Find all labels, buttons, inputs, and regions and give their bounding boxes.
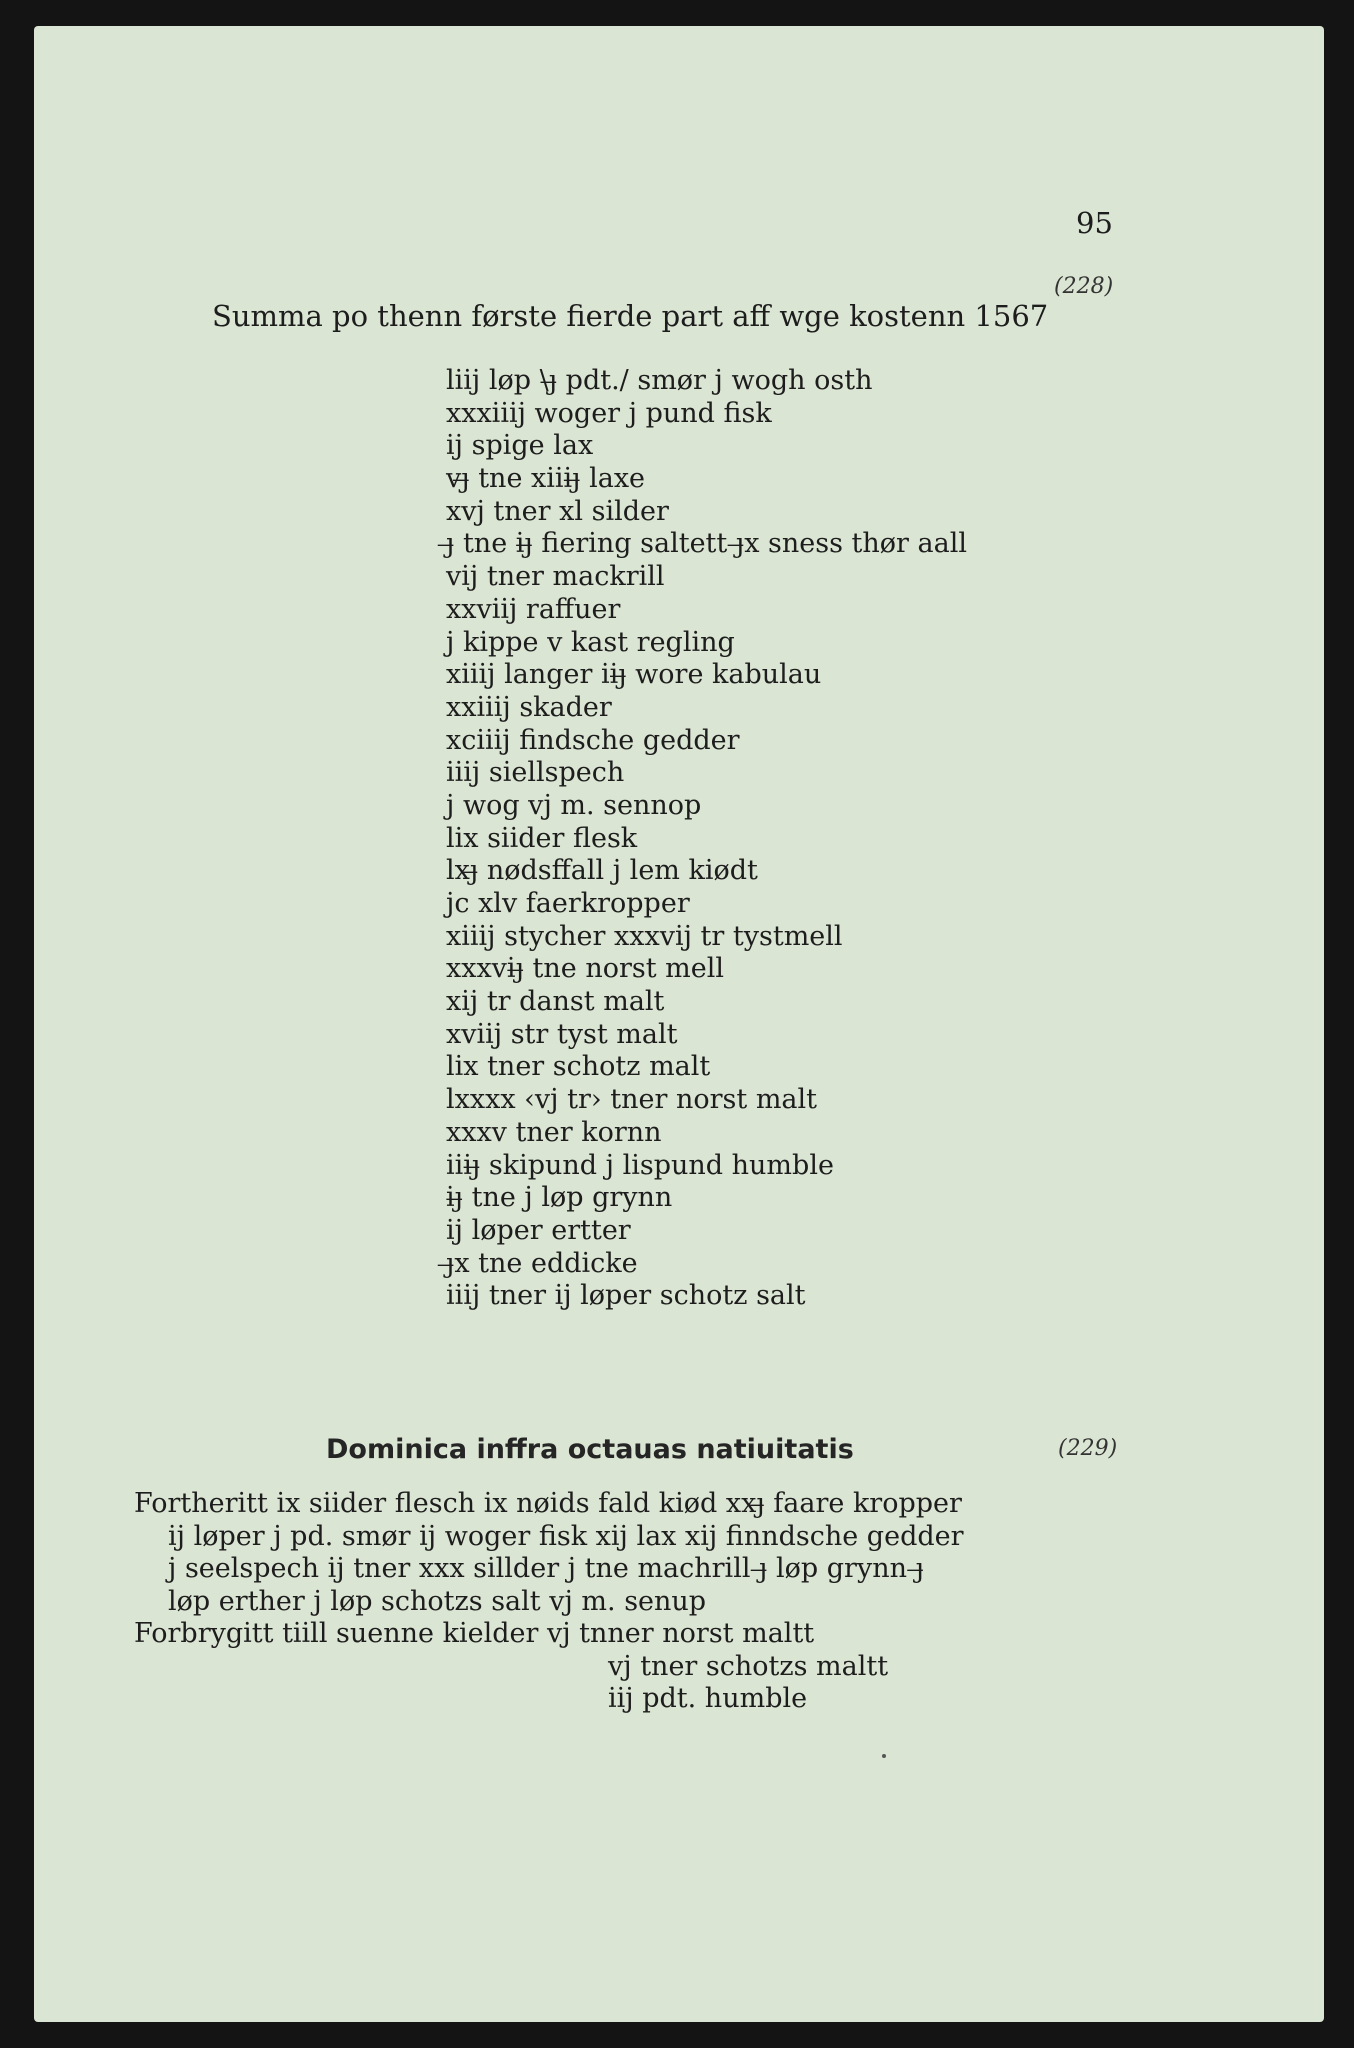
list-item: iiiȷ̶ skipund j lispund humble <box>446 1149 834 1181</box>
entry-reference-229: (229) <box>1058 1436 1118 1461</box>
list-item: xiiij langer iiȷ̶ wore kabulau <box>446 659 822 691</box>
list-item: lix siider flesk <box>446 822 638 854</box>
provisions-list <box>446 365 967 1313</box>
list-item: xxxviȷ̶ tne norst mell <box>446 953 725 985</box>
list-item: xvj tner xl silder <box>446 495 669 527</box>
section-heading: Dominica inffra octauas natiuitatis <box>326 1434 854 1465</box>
list-item: iiij siellspech <box>446 757 625 789</box>
paragraph-line: Fortheritt ix siider flesch ix nøids fald kiød xxȷ̶ faare kropper <box>134 1488 962 1519</box>
list-item: xxxiiij woger j pund fisk <box>446 397 772 429</box>
list-item: ȷ̶ tne iȷ̶ fiering saltett ȷ̶x sness thør aall <box>446 528 967 560</box>
section-paragraph <box>134 1488 1134 1716</box>
list-item: vȷ̶ tne xiiiȷ̶ laxe <box>446 463 646 495</box>
list-item: ij spige lax <box>446 430 594 462</box>
paper-speck <box>882 1754 886 1758</box>
page-number: 95 <box>1076 206 1113 240</box>
list-item: xij tr danst malt <box>446 986 665 1018</box>
list-item: xiiij stycher xxxvij tr tystmell <box>446 920 843 952</box>
list-item: xxiiij skader <box>446 691 612 723</box>
summa-title: Summa po thenn første fierde part aff wge kostenn 1567 <box>212 299 1049 333</box>
list-item: vij tner mackrill <box>446 561 665 593</box>
list-item: xxxv tner kornn <box>446 1116 662 1148</box>
paragraph-line: iij pdt. humble <box>608 1683 808 1714</box>
list-item: j wog vj m. sennop <box>446 789 702 821</box>
paragraph-line: løp erther j løp schotzs salt vj m. senup <box>168 1585 707 1617</box>
document-page <box>34 26 1324 2022</box>
list-item: ȷ̶x tne eddicke <box>446 1247 638 1279</box>
list-item: iiij tner ij løper schotz salt <box>446 1280 806 1312</box>
list-item: xciiij findsche gedder <box>446 724 740 756</box>
list-item: lix tner schotz malt <box>446 1051 711 1083</box>
paragraph-line: j seelspech ij tner xxx sillder j tne machrill ȷ̶ løp grynn ȷ̶ <box>168 1553 924 1584</box>
list-item: ij løper ertter <box>446 1214 631 1246</box>
list-item: lxȷ̶ nødsffall j lem kiødt <box>446 855 758 887</box>
list-item: xviij str tyst malt <box>446 1018 678 1050</box>
list-item: jc xlv faerkropper <box>446 888 690 919</box>
paragraph-line: vj tner schotzs maltt <box>608 1650 889 1682</box>
paragraph-line: ij løper j pd. smør ij woger fisk xij lax xij finndsche gedder <box>168 1520 964 1552</box>
list-item: iȷ̶ tne j løp grynn <box>446 1182 673 1214</box>
list-item: liij løp \ȷ̶ pdt./ smør j wogh osth <box>446 365 873 396</box>
list-item: j kippe v kast regling <box>446 626 735 658</box>
entry-reference-228: (228) <box>1054 274 1114 299</box>
list-item: lxxxx ‹vj tr› tner norst malt <box>446 1084 817 1116</box>
list-item: xxviij raffuer <box>446 593 621 625</box>
paragraph-line: Forbrygitt tiill suenne kielder vj tnner norst maltt <box>134 1618 815 1649</box>
